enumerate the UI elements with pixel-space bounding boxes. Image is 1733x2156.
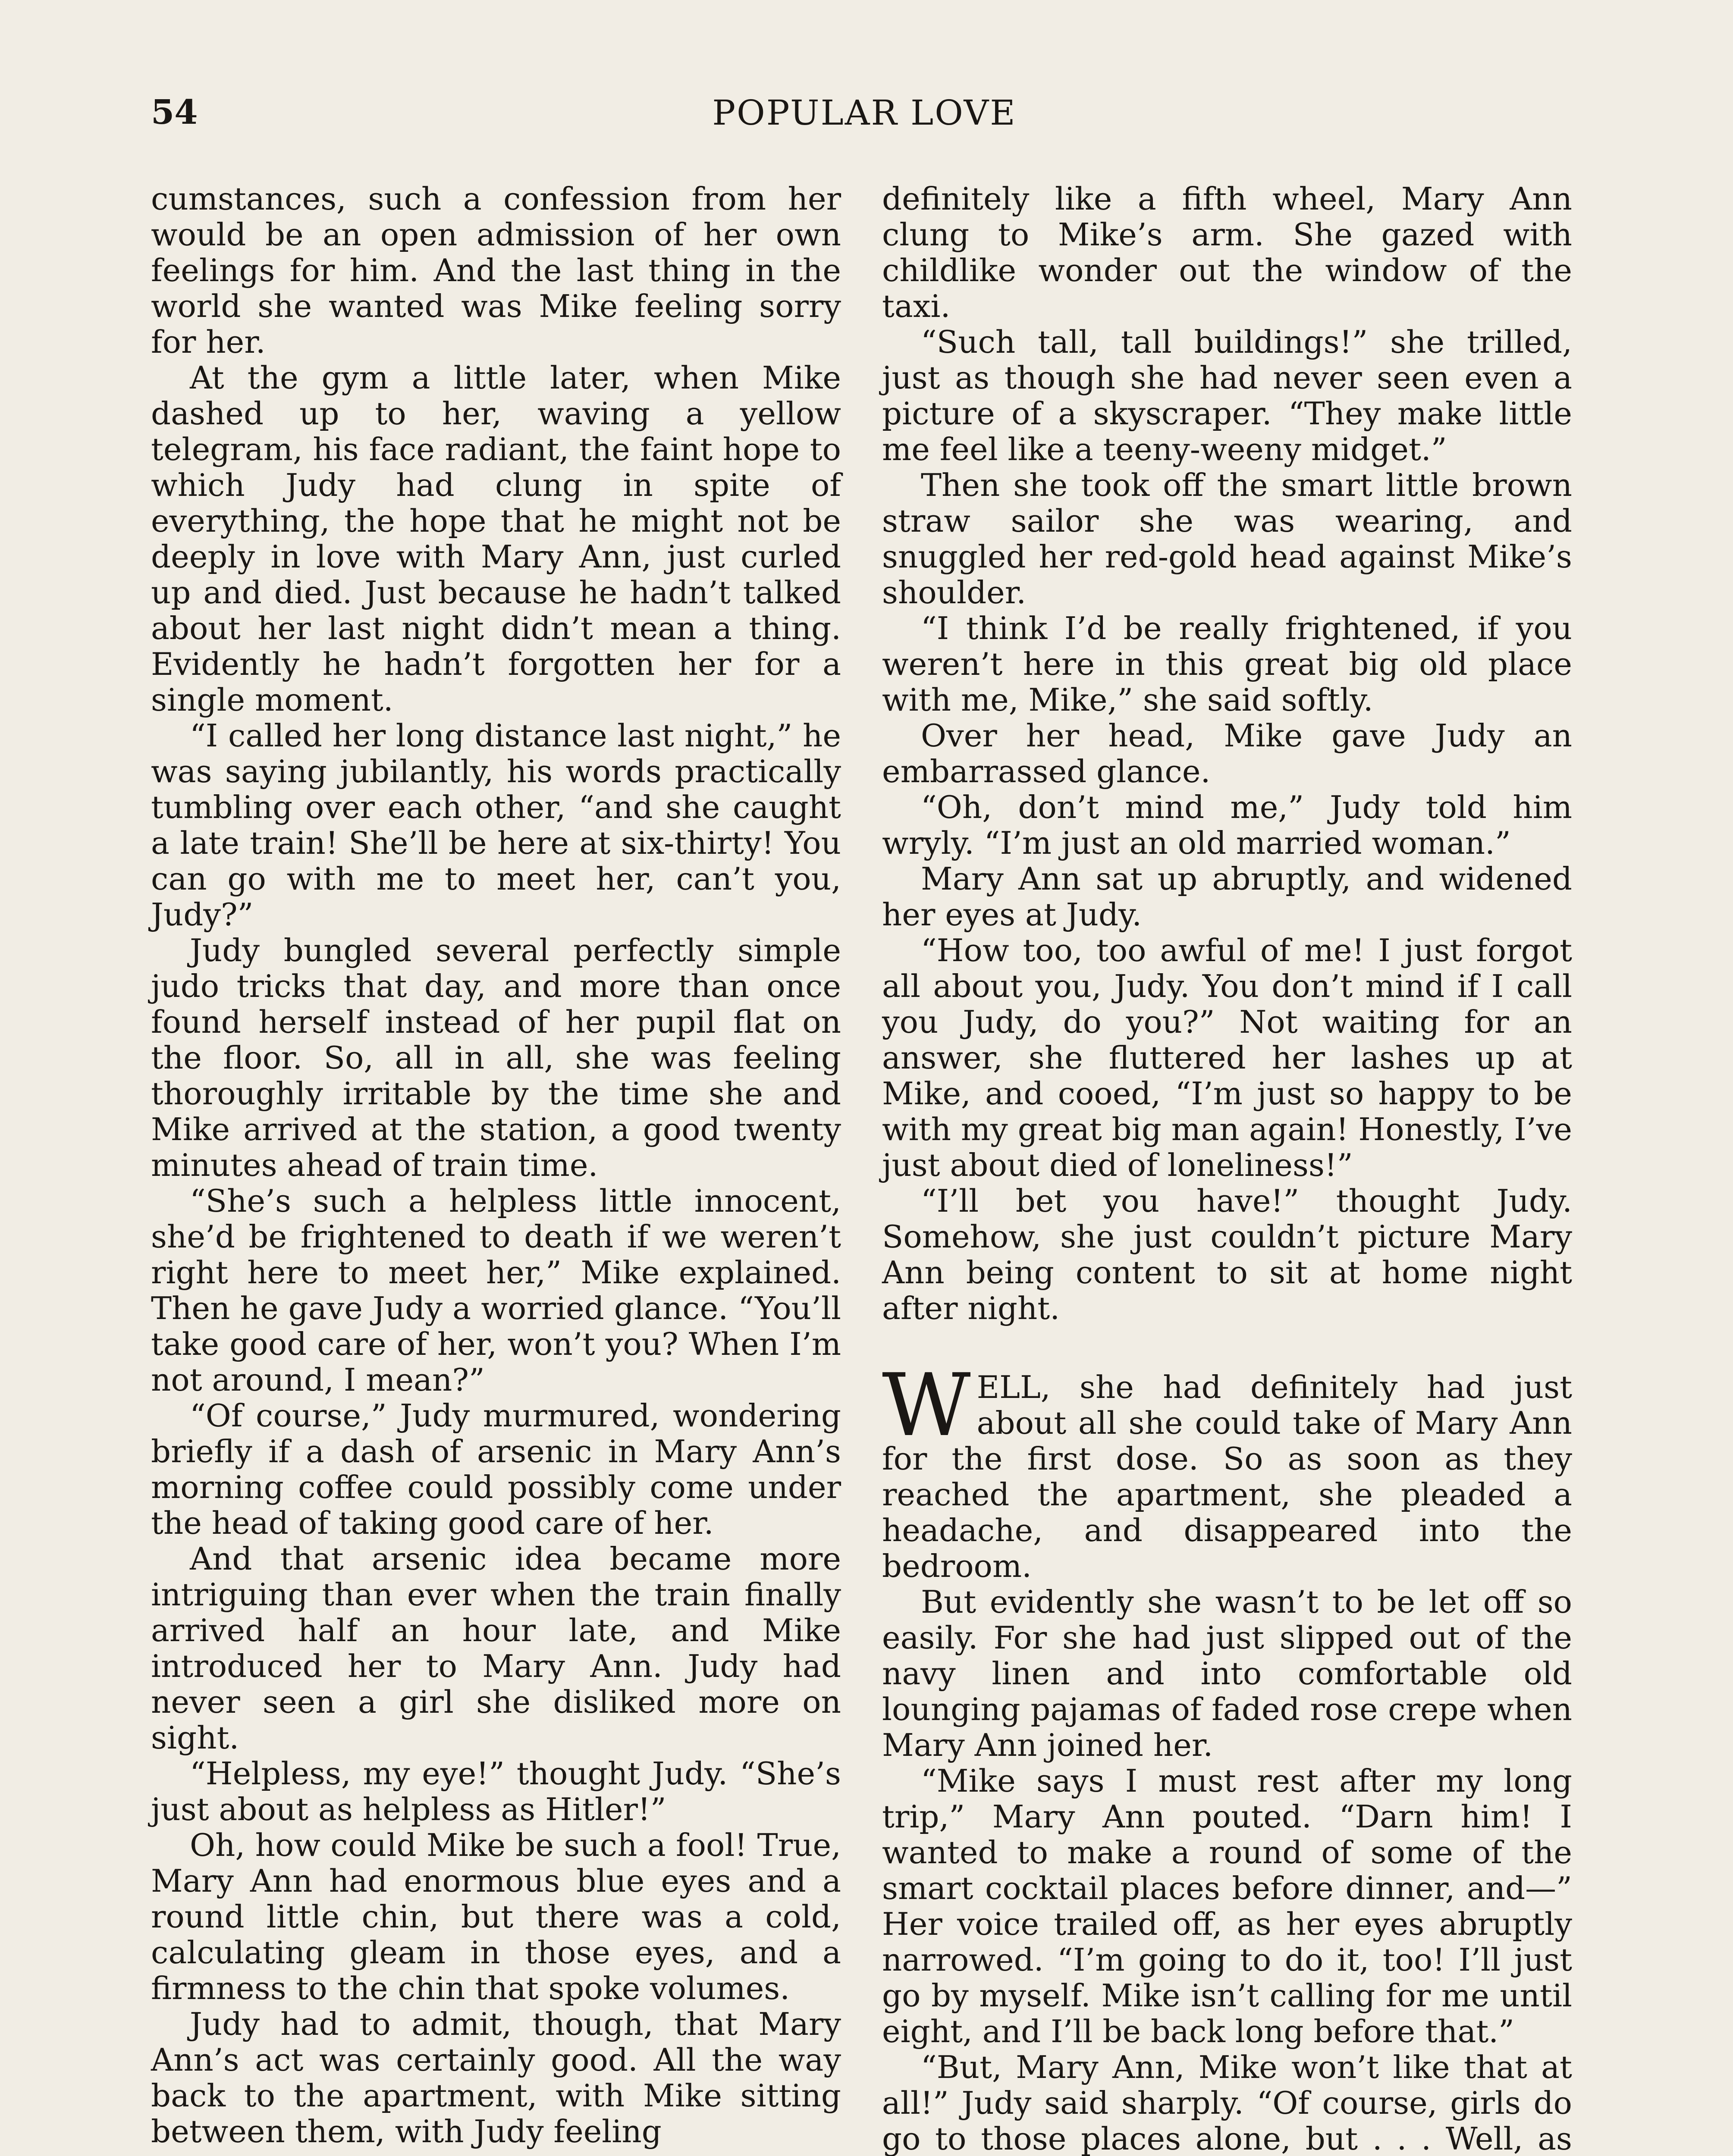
- paragraph: But evidently she wasn’t to be let off so easily. For she had just slipped out of the navy linen and into comfortable old lounging pajamas of faded rose crepe when Mary Ann joined her.: [882, 1584, 1572, 1763]
- paragraph: “Helpless, my eye!” thought Judy. “She’s just about as helpless as Hitler!”: [151, 1755, 841, 1827]
- right-column: [882, 181, 1572, 2156]
- paragraph: Then she took off the smart little brown straw sailor she was wearing, and snuggled her red-gold head against Mike’s shoulder.: [882, 467, 1572, 611]
- paragraph: Judy had to admit, though, that Mary Ann’s act was certainly good. All the way back to the apartment, with Mike sitting between them, with Judy feeling: [151, 2006, 841, 2150]
- paragraph: Mary Ann sat up abruptly, and widened her eyes at Judy.: [882, 861, 1572, 933]
- paragraph-text: ELL, she had definitely had just about all she could take of Mary Ann for the first dose. So as soon as they reached the apartment, she pleaded a headache, and disappeared into the bedroom.: [882, 1369, 1572, 1584]
- drop-cap: W: [882, 1355, 971, 1456]
- page-number: 54: [151, 93, 198, 132]
- paragraph: “I think I’d be really frightened, if you weren’t here in this great big old place with me, Mike,” she said softly.: [882, 610, 1572, 718]
- paragraph: And that arsenic idea became more intriguing than ever when the train finally arrived half an hour late, and Mike introduced her to Mary Ann. Judy had never seen a girl she disliked more on sight.: [151, 1541, 841, 1756]
- paragraph: “She’s such a helpless little innocent, she’d be frightened to death if we weren’t right here to meet her,” Mike explained. Then he gave Judy a worried glance. “You’ll take good care of her, won’t you? When I’m not around, I mean?”: [151, 1183, 841, 1398]
- left-column: [151, 181, 841, 2150]
- paragraph: “Of course,” Judy murmured, wondering briefly if a dash of arsenic in Mary Ann’s morning coffee could possibly come under the head of taking good care of her.: [151, 1398, 841, 1541]
- paragraph: “How too, too awful of me! I just forgot all about you, Judy. You don’t mind if I call you Judy, do you?” Not waiting for an answer, she fluttered her lashes up at Mike, and cooed, “I’m just so happy to be with my great big man again! Honestly, I’ve just about died of loneliness!”: [882, 932, 1572, 1183]
- paragraph: Judy bungled several perfectly simple judo tricks that day, and more than once found herself instead of her pupil flat on the floor. So, all in all, she was feeling thoroughly irritable by the time she and Mike arrived at the station, a good twenty minutes ahead of train time.: [151, 932, 841, 1183]
- paragraph: Over her head, Mike gave Judy an embarrassed glance.: [882, 718, 1572, 790]
- paragraph: “But, Mary Ann, Mike won’t like that at all!” Judy said sharply. “Of course, girls do go to those places alone, but . . . Well, as: [882, 2049, 1572, 2156]
- paragraph: Oh, how could Mike be such a fool! True, Mary Ann had enormous blue eyes and a round little chin, but there was a cold, calculating gleam in those eyes, and a firmness to the chin that spoke volumes.: [151, 1827, 841, 2006]
- paragraph: definitely like a fifth wheel, Mary Ann clung to Mike’s arm. She gazed with childlike wonder out the window of the taxi.: [882, 181, 1572, 324]
- section-start-paragraph: [882, 1355, 1572, 1584]
- paragraph: cumstances, such a confession from her would be an open admission of her own feelings for him. And the last thing in the world she wanted was Mike feeling sorry for her.: [151, 181, 841, 360]
- running-head: POPULAR LOVE: [712, 93, 1017, 133]
- paragraph: “I called her long distance last night,” he was saying jubilantly, his words practically tumbling over each other, “and she caught a late train! She’ll be here at six-thirty! You can go with me to meet her, can’t you, Judy?”: [151, 718, 841, 933]
- paragraph: “Such tall, tall buildings!” she trilled, just as though she had never seen even a picture of a skyscraper. “They make little me feel like a teeny-weeny midget.”: [882, 324, 1572, 467]
- paragraph: At the gym a little later, when Mike dashed up to her, waving a yellow telegram, his face radiant, the faint hope to which Judy had clung in spite of everything, the hope that he might not be deeply in love with Mary Ann, just curled up and died. Just because he hadn’t talked about her last night didn’t mean a thing. Evidently he hadn’t forgotten her for a single moment.: [151, 360, 841, 718]
- paragraph: “Oh, don’t mind me,” Judy told him wryly. “I’m just an old married woman.”: [882, 789, 1572, 861]
- page-header: [151, 93, 1578, 144]
- paragraph: “I’ll bet you have!” thought Judy. Somehow, she just couldn’t picture Mary Ann being content to sit at home night after night.: [882, 1183, 1572, 1326]
- paragraph: “Mike says I must rest after my long trip,” Mary Ann pouted. “Darn him! I wanted to make a round of some of the smart cocktail places before dinner, and—” Her voice trailed off, as her eyes abruptly narrowed. “I’m going to do it, too! I’ll just go by myself. Mike isn’t calling for me until eight, and I’ll be back long before that.”: [882, 1763, 1572, 2049]
